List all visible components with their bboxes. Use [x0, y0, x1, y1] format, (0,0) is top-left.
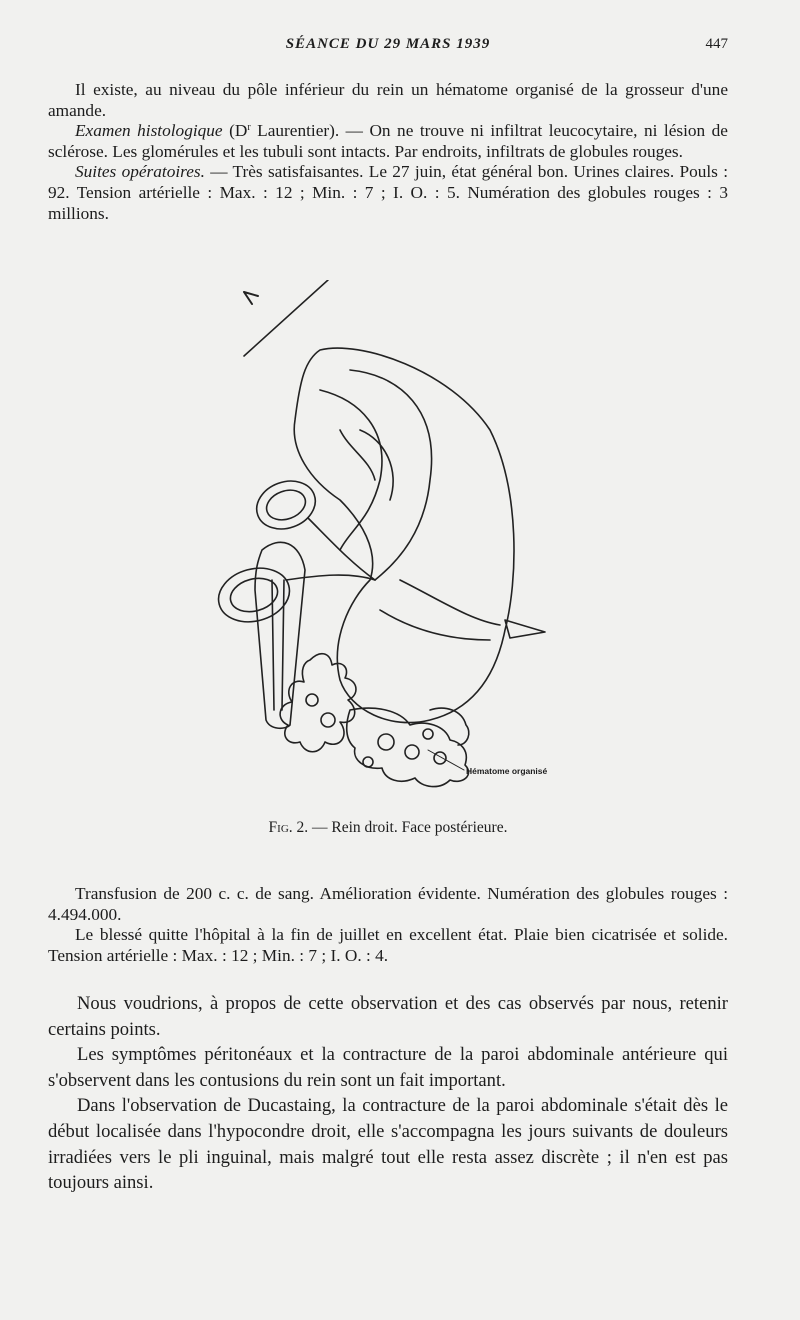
observation-text	[48, 80, 728, 224]
paragraph-discharge: Le blessé quitte l'hôpital à la fin de juillet en excellent état. Plaie bien cicatrisée et solide. Tension artérielle : Max. : 12 ; Min. : 7 ; I. O. : 4.	[48, 925, 728, 965]
paragraph-histology	[48, 121, 728, 162]
paragraph-symptoms: Les symptômes péritonéaux et la contracture de la paroi abdominale antérieure qui s'observent dans les contusions du rein sont un fait important.	[48, 1044, 728, 1091]
histology-text: Laurentier). — On ne trouve ni infiltrat leucocytaire, ni lésion de sclérose. Les glomérules et les tubuli sont intacts. Par endroits, infiltrats de globules rouges.	[48, 121, 728, 161]
followup-text	[48, 884, 728, 966]
histology-heading: Examen histologique	[75, 121, 223, 141]
postop-text: — Très satisfaisantes. Le 27 juin, état général bon. Urines claires. Pouls : 92. Tension artérielle : Max. : 12 ; Min. : 7 ; I. O. : 5. Numération des globules rouges : 3 millions.	[48, 162, 728, 223]
figure-caption	[48, 819, 728, 837]
paragraph-postop	[48, 162, 728, 224]
running-title: SÉANCE DU 29 MARS 1939	[285, 36, 491, 52]
paragraph-hematoma: Il existe, au niveau du pôle inférieur du rein un hématome organisé de la grosseur d'une amande.	[48, 80, 728, 120]
histology-open: (D	[222, 121, 248, 141]
figure-caption-text: — Rein droit. Face postérieure.	[308, 819, 508, 836]
kidney-illustration	[200, 280, 600, 800]
paragraph-intro: Nous voudrions, à propos de cette observation et des cas observés par nous, retenir certains points.	[48, 993, 728, 1040]
histology-sup: r	[247, 122, 251, 134]
paragraph-ducastaing: Dans l'observation de Ducastaing, la contracture de la paroi abdominale s'était dès le début localisée dans l'hypocondre droit, elle s'accompagna les jours suivants de douleurs irradiées vers le pli inguinal, mais malgré tout elle resta assez discrète ; il n'en est pas toujours ainsi.	[48, 1095, 728, 1194]
paragraph-transfusion: Transfusion de 200 c. c. de sang. Amélioration évidente. Numération des globules rouges : 4.494.000.	[48, 884, 728, 924]
page-number: 447	[705, 36, 728, 52]
figure-number: Fig. 2.	[268, 819, 309, 836]
figure-annotation: Hématome organisé	[466, 766, 548, 776]
postop-heading: Suites opératoires.	[75, 162, 205, 182]
discussion-text	[48, 991, 728, 1196]
running-header	[48, 36, 728, 58]
